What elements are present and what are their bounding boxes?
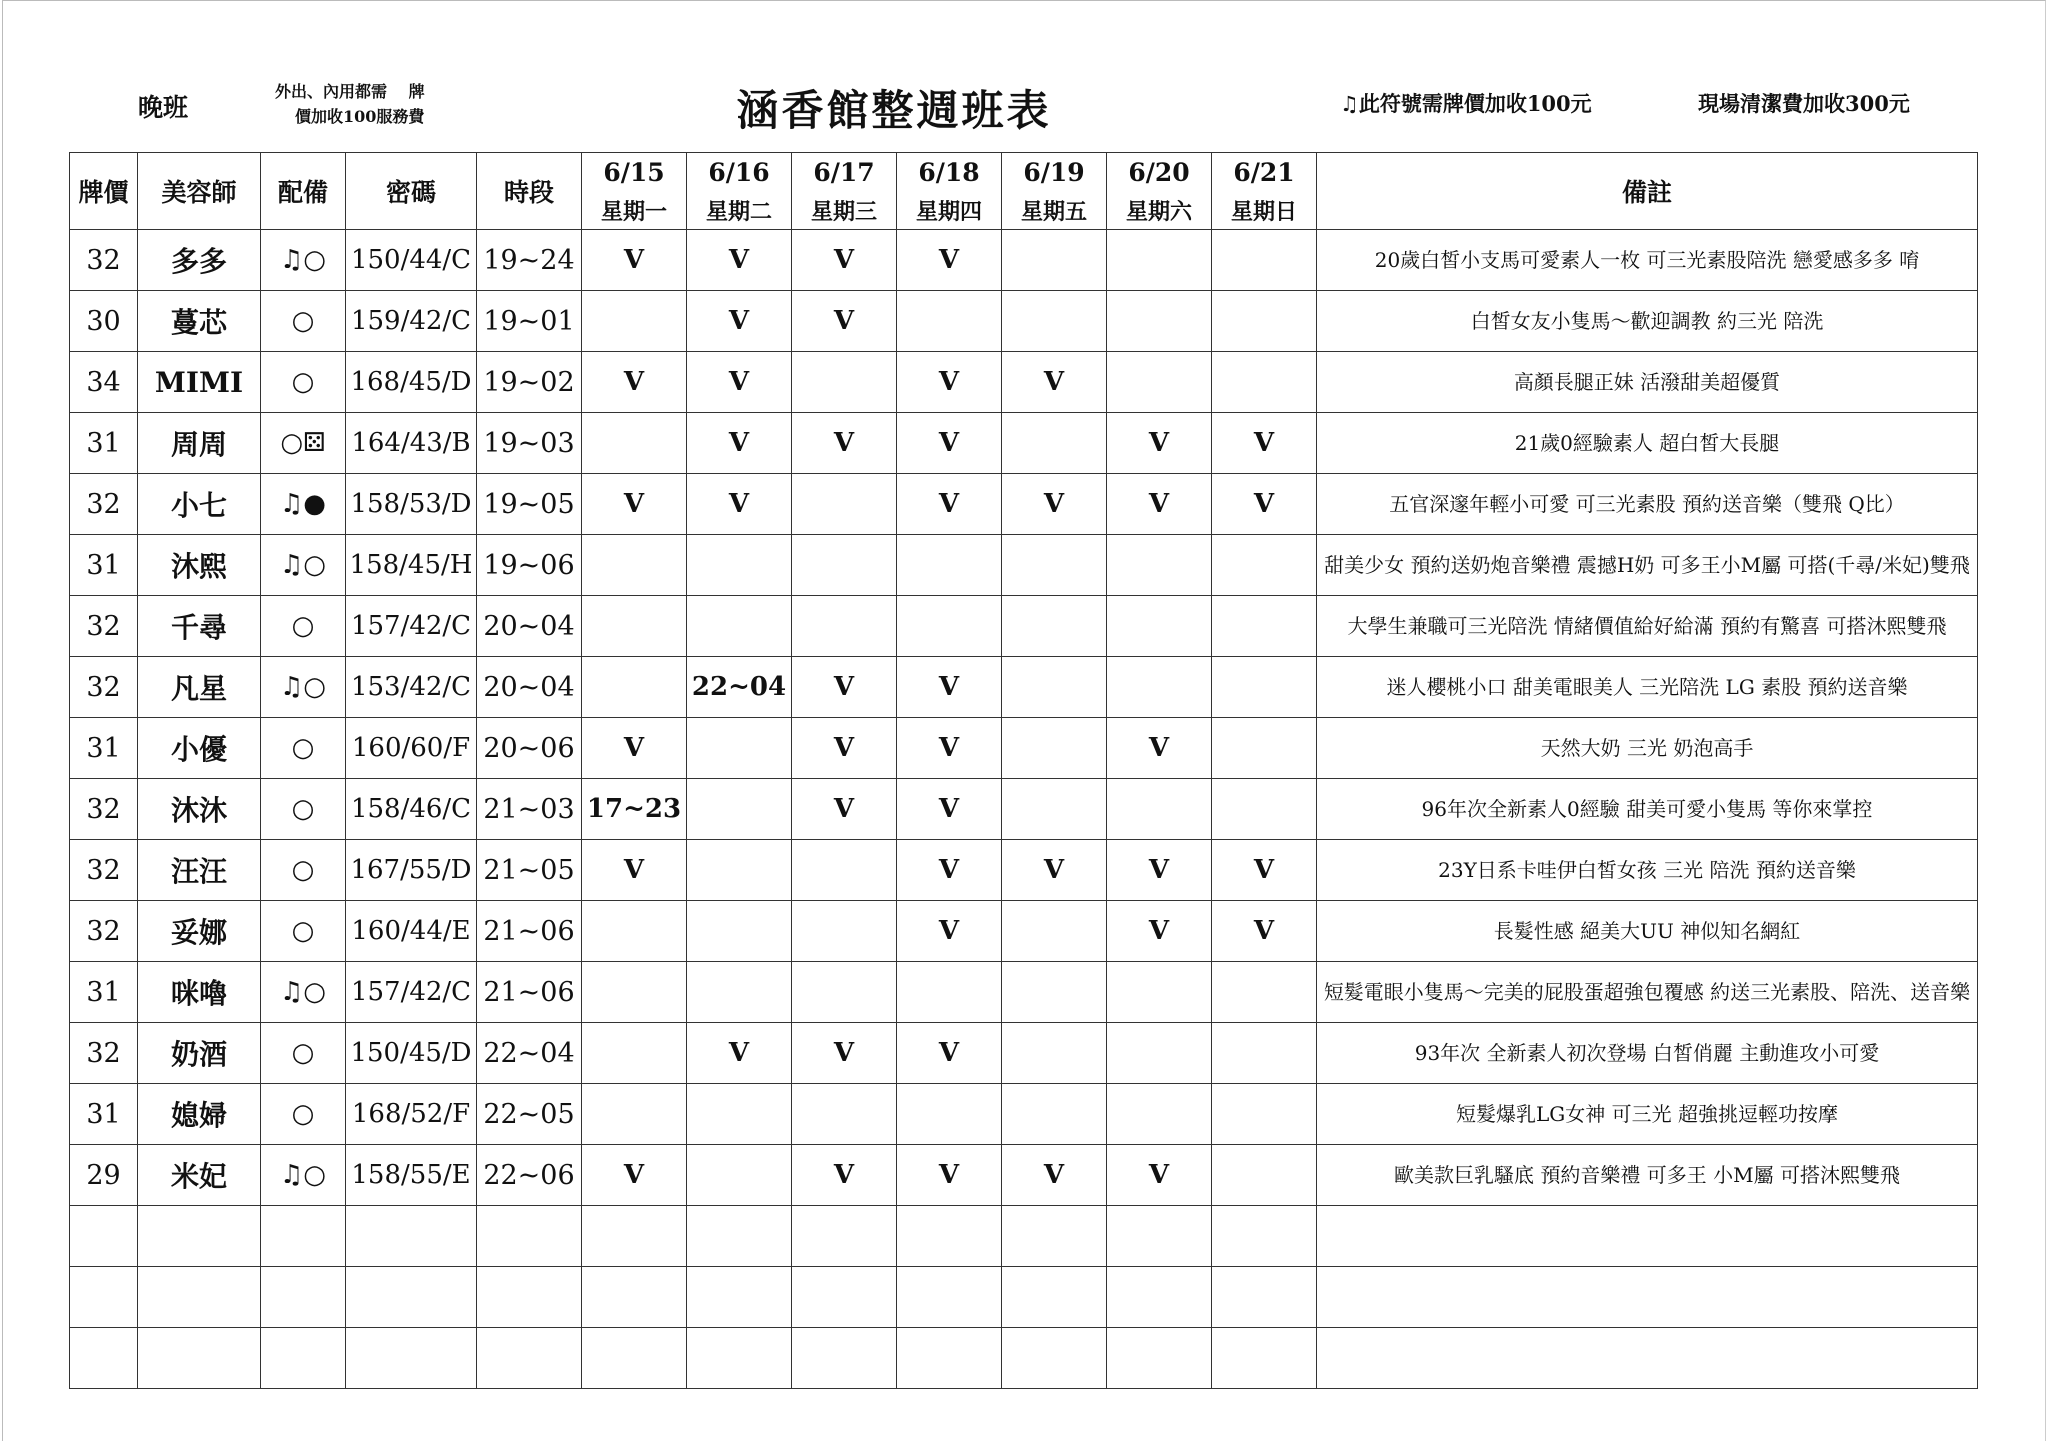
- code-cell: 157/42/C: [346, 962, 477, 1023]
- time-slot-cell: 22~04: [477, 1023, 582, 1084]
- table-row: [70, 840, 1978, 901]
- day-availability-cell: [1212, 1084, 1317, 1145]
- empty-cell: [1002, 1206, 1107, 1267]
- day-availability-cell: [1212, 779, 1317, 840]
- day-availability-cell: V: [687, 474, 792, 535]
- day-availability-cell: [1212, 718, 1317, 779]
- day-availability-cell: [582, 596, 687, 657]
- day-availability-cell: [897, 535, 1002, 596]
- col-header-weekday: 星期四: [897, 191, 1002, 230]
- time-slot-cell: 19~05: [477, 474, 582, 535]
- code-cell: 160/60/F: [346, 718, 477, 779]
- day-availability-cell: V: [792, 1023, 897, 1084]
- code-cell: 150/45/D: [346, 1023, 477, 1084]
- day-availability-cell: [1002, 1023, 1107, 1084]
- day-availability-cell: V: [1212, 901, 1317, 962]
- day-availability-cell: V: [1002, 1145, 1107, 1206]
- empty-cell: [1002, 1267, 1107, 1328]
- equipment-cell: ♫○: [261, 535, 346, 596]
- service-fee-note-line2: 價加收100服務費: [295, 107, 425, 126]
- day-availability-cell: [1107, 1084, 1212, 1145]
- col-header-equipment: 配備: [261, 153, 346, 230]
- day-availability-cell: [1212, 352, 1317, 413]
- weekly-schedule-table: [69, 152, 1978, 1389]
- equipment-cell: ○: [261, 1023, 346, 1084]
- table-row: [70, 1084, 1978, 1145]
- day-availability-cell: V: [1107, 718, 1212, 779]
- beautician-name-cell: 小七: [138, 474, 261, 535]
- day-availability-cell: [1212, 1023, 1317, 1084]
- notes-cell: 23Y日系卡哇伊白皙女孩 三光 陪洗 預約送音樂: [1317, 840, 1978, 901]
- equipment-cell: ♫●: [261, 474, 346, 535]
- equipment-cell: ○: [261, 596, 346, 657]
- price-cell: 31: [70, 962, 138, 1023]
- price-cell: 32: [70, 657, 138, 718]
- price-cell: 31: [70, 535, 138, 596]
- day-availability-cell: [1107, 779, 1212, 840]
- day-availability-cell: [897, 962, 1002, 1023]
- empty-cell: [261, 1206, 346, 1267]
- col-header-date: 6/15: [582, 153, 687, 192]
- day-availability-cell: [1107, 596, 1212, 657]
- col-header-weekday: 星期五: [1002, 191, 1107, 230]
- day-availability-cell: [1107, 657, 1212, 718]
- time-slot-cell: 21~06: [477, 901, 582, 962]
- day-availability-cell: V: [582, 840, 687, 901]
- day-availability-cell: [1212, 657, 1317, 718]
- empty-cell: [792, 1328, 897, 1389]
- day-availability-cell: V: [1212, 474, 1317, 535]
- empty-cell: [70, 1328, 138, 1389]
- notes-cell: 甜美少女 預約送奶炮音樂禮 震撼H奶 可多王小M屬 可搭(千尋/米妃)雙飛: [1317, 535, 1978, 596]
- day-availability-cell: [1212, 1145, 1317, 1206]
- col-header-date: 6/16: [687, 153, 792, 192]
- col-header-time: 時段: [477, 153, 582, 230]
- day-availability-cell: [1002, 291, 1107, 352]
- col-header-date: 6/21: [1212, 153, 1317, 192]
- price-cell: 32: [70, 474, 138, 535]
- col-header-date: 6/18: [897, 153, 1002, 192]
- empty-cell: [1002, 1328, 1107, 1389]
- day-availability-cell: [1212, 230, 1317, 291]
- notes-cell: 短髮爆乳LG女神 可三光 超強挑逗輕功按摩: [1317, 1084, 1978, 1145]
- day-availability-cell: [1107, 1023, 1212, 1084]
- day-availability-cell: V: [897, 718, 1002, 779]
- day-availability-cell: [1002, 1084, 1107, 1145]
- day-availability-cell: V: [897, 474, 1002, 535]
- time-slot-cell: 19~02: [477, 352, 582, 413]
- day-availability-cell: V: [897, 230, 1002, 291]
- empty-cell: [138, 1206, 261, 1267]
- day-availability-cell: [792, 962, 897, 1023]
- day-availability-cell: [792, 840, 897, 901]
- beautician-name-cell: 沐熙: [138, 535, 261, 596]
- time-slot-cell: 22~06: [477, 1145, 582, 1206]
- day-availability-cell: V: [1107, 1145, 1212, 1206]
- beautician-name-cell: 妥娜: [138, 901, 261, 962]
- day-availability-cell: [687, 840, 792, 901]
- day-availability-cell: V: [897, 1145, 1002, 1206]
- notes-cell: 21歲0經驗素人 超白皙大長腿: [1317, 413, 1978, 474]
- empty-cell: [1212, 1206, 1317, 1267]
- empty-cell: [346, 1206, 477, 1267]
- day-availability-cell: V: [582, 352, 687, 413]
- day-availability-cell: [687, 718, 792, 779]
- empty-table-row: [70, 1328, 1978, 1389]
- empty-cell: [1107, 1206, 1212, 1267]
- day-availability-cell: V: [1212, 413, 1317, 474]
- empty-cell: [477, 1206, 582, 1267]
- empty-cell: [138, 1328, 261, 1389]
- price-cell: 32: [70, 901, 138, 962]
- empty-cell: [687, 1328, 792, 1389]
- empty-cell: [687, 1206, 792, 1267]
- price-cell: 32: [70, 779, 138, 840]
- empty-cell: [1317, 1267, 1978, 1328]
- day-availability-cell: [1107, 962, 1212, 1023]
- day-availability-cell: 17~23: [582, 779, 687, 840]
- day-availability-cell: [1212, 291, 1317, 352]
- day-availability-cell: V: [1107, 413, 1212, 474]
- col-header-price: 牌價: [70, 153, 138, 230]
- code-cell: 167/55/D: [346, 840, 477, 901]
- empty-cell: [70, 1267, 138, 1328]
- empty-cell: [1212, 1328, 1317, 1389]
- day-availability-cell: [582, 413, 687, 474]
- code-cell: 160/44/E: [346, 901, 477, 962]
- table-row: [70, 657, 1978, 718]
- code-cell: 150/44/C: [346, 230, 477, 291]
- empty-cell: [1107, 1267, 1212, 1328]
- day-availability-cell: [792, 596, 897, 657]
- empty-cell: [897, 1328, 1002, 1389]
- equipment-cell: ♫○: [261, 1145, 346, 1206]
- price-cell: 31: [70, 718, 138, 779]
- time-slot-cell: 20~06: [477, 718, 582, 779]
- time-slot-cell: 21~05: [477, 840, 582, 901]
- day-availability-cell: [687, 596, 792, 657]
- day-availability-cell: V: [897, 840, 1002, 901]
- equipment-cell: ○: [261, 352, 346, 413]
- table-row: [70, 962, 1978, 1023]
- equipment-cell: ♫○: [261, 230, 346, 291]
- day-availability-cell: [897, 1084, 1002, 1145]
- day-availability-cell: [1107, 535, 1212, 596]
- notes-cell: 96年次全新素人0經驗 甜美可愛小隻馬 等你來掌控: [1317, 779, 1978, 840]
- price-cell: 34: [70, 352, 138, 413]
- day-availability-cell: [1212, 596, 1317, 657]
- empty-cell: [138, 1267, 261, 1328]
- day-availability-cell: [1212, 962, 1317, 1023]
- day-availability-cell: V: [687, 352, 792, 413]
- day-availability-cell: V: [897, 657, 1002, 718]
- time-slot-cell: 20~04: [477, 596, 582, 657]
- empty-cell: [261, 1267, 346, 1328]
- empty-cell: [897, 1206, 1002, 1267]
- col-header-date: 6/19: [1002, 153, 1107, 192]
- empty-cell: [582, 1267, 687, 1328]
- service-fee-note-line1: 外出、內用都需 牌: [275, 82, 425, 101]
- time-slot-cell: 21~06: [477, 962, 582, 1023]
- empty-cell: [477, 1328, 582, 1389]
- day-availability-cell: [687, 901, 792, 962]
- code-cell: 153/42/C: [346, 657, 477, 718]
- day-availability-cell: [897, 596, 1002, 657]
- table-row: [70, 779, 1978, 840]
- empty-table-row: [70, 1206, 1978, 1267]
- beautician-name-cell: 媳婦: [138, 1084, 261, 1145]
- equipment-cell: ○⚄: [261, 413, 346, 474]
- equipment-cell: ○: [261, 291, 346, 352]
- price-cell: 31: [70, 413, 138, 474]
- equipment-cell: ○: [261, 779, 346, 840]
- equipment-cell: ○: [261, 718, 346, 779]
- day-availability-cell: [582, 657, 687, 718]
- schedule-body: [70, 230, 1978, 1389]
- day-availability-cell: [792, 352, 897, 413]
- col-header-weekday: 星期六: [1107, 191, 1212, 230]
- table-row: [70, 1023, 1978, 1084]
- table-row: [70, 1145, 1978, 1206]
- notes-cell: 五官深邃年輕小可愛 可三光素股 預約送音樂（雙飛 Q比）: [1317, 474, 1978, 535]
- price-cell: 31: [70, 1084, 138, 1145]
- day-availability-cell: V: [1107, 901, 1212, 962]
- empty-cell: [70, 1206, 138, 1267]
- notes-cell: 白皙女友小隻馬～歡迎調教 約三光 陪洗: [1317, 291, 1978, 352]
- day-availability-cell: V: [687, 413, 792, 474]
- equipment-cell: ○: [261, 840, 346, 901]
- notes-cell: 大學生兼職可三光陪洗 情緒價值給好給滿 預約有驚喜 可搭沐熙雙飛: [1317, 596, 1978, 657]
- day-availability-cell: [687, 535, 792, 596]
- day-availability-cell: [792, 1084, 897, 1145]
- day-availability-cell: V: [897, 779, 1002, 840]
- day-availability-cell: [582, 901, 687, 962]
- day-availability-cell: [582, 1023, 687, 1084]
- day-availability-cell: [1002, 596, 1107, 657]
- code-cell: 164/43/B: [346, 413, 477, 474]
- empty-cell: [346, 1267, 477, 1328]
- day-availability-cell: V: [582, 718, 687, 779]
- day-availability-cell: [792, 474, 897, 535]
- day-availability-cell: V: [1002, 474, 1107, 535]
- price-cell: 32: [70, 230, 138, 291]
- code-cell: 158/55/E: [346, 1145, 477, 1206]
- beautician-name-cell: 蔓芯: [138, 291, 261, 352]
- day-availability-cell: V: [582, 474, 687, 535]
- music-surcharge-note: ♫此符號需牌價加收100元: [1340, 91, 1592, 116]
- day-availability-cell: [792, 535, 897, 596]
- day-availability-cell: [687, 1145, 792, 1206]
- table-row: [70, 535, 1978, 596]
- day-availability-cell: [582, 1084, 687, 1145]
- col-header-date: 6/20: [1107, 153, 1212, 192]
- day-availability-cell: V: [687, 1023, 792, 1084]
- day-availability-cell: [582, 962, 687, 1023]
- day-availability-cell: [1002, 230, 1107, 291]
- table-row: [70, 474, 1978, 535]
- day-availability-cell: V: [687, 291, 792, 352]
- col-header-name: 美容師: [138, 153, 261, 230]
- day-availability-cell: [897, 291, 1002, 352]
- day-availability-cell: [1107, 291, 1212, 352]
- col-header-date: 6/17: [792, 153, 897, 192]
- beautician-name-cell: 千尋: [138, 596, 261, 657]
- day-availability-cell: V: [582, 230, 687, 291]
- notes-cell: 20歲白皙小支馬可愛素人一枚 可三光素股陪洗 戀愛感多多 唷: [1317, 230, 1978, 291]
- price-cell: 32: [70, 840, 138, 901]
- empty-cell: [687, 1267, 792, 1328]
- day-availability-cell: [687, 1084, 792, 1145]
- day-availability-cell: [1002, 779, 1107, 840]
- notes-cell: 歐美款巨乳騷底 預約音樂禮 可多王 小M屬 可搭沐熙雙飛: [1317, 1145, 1978, 1206]
- empty-cell: [582, 1328, 687, 1389]
- col-header-weekday: 星期二: [687, 191, 792, 230]
- price-cell: 32: [70, 1023, 138, 1084]
- beautician-name-cell: MIMI: [138, 352, 261, 413]
- empty-cell: [1107, 1328, 1212, 1389]
- beautician-name-cell: 多多: [138, 230, 261, 291]
- cleaning-fee-note: 現場清潔費加收300元: [1698, 91, 1910, 116]
- day-availability-cell: [1107, 230, 1212, 291]
- notes-cell: 天然大奶 三光 奶泡高手: [1317, 718, 1978, 779]
- price-cell: 32: [70, 596, 138, 657]
- day-availability-cell: V: [897, 413, 1002, 474]
- time-slot-cell: 19~03: [477, 413, 582, 474]
- day-availability-cell: [687, 962, 792, 1023]
- day-availability-cell: [1002, 962, 1107, 1023]
- time-slot-cell: 19~24: [477, 230, 582, 291]
- day-availability-cell: V: [1002, 840, 1107, 901]
- table-row: [70, 291, 1978, 352]
- day-availability-cell: [1107, 352, 1212, 413]
- beautician-name-cell: 奶酒: [138, 1023, 261, 1084]
- shift-label: 晚班: [138, 93, 189, 122]
- day-availability-cell: [792, 901, 897, 962]
- beautician-name-cell: 米妃: [138, 1145, 261, 1206]
- equipment-cell: ○: [261, 901, 346, 962]
- notes-cell: 短髮電眼小隻馬～完美的屁股蛋超強包覆感 約送三光素股、陪洗、送音樂: [1317, 962, 1978, 1023]
- time-slot-cell: 20~04: [477, 657, 582, 718]
- day-availability-cell: [1002, 535, 1107, 596]
- header-row-dates: [70, 153, 1978, 192]
- empty-table-row: [70, 1267, 1978, 1328]
- empty-cell: [261, 1328, 346, 1389]
- day-availability-cell: V: [792, 230, 897, 291]
- time-slot-cell: 19~06: [477, 535, 582, 596]
- table-row: [70, 413, 1978, 474]
- empty-cell: [477, 1267, 582, 1328]
- code-cell: 168/52/F: [346, 1084, 477, 1145]
- code-cell: 159/42/C: [346, 291, 477, 352]
- col-header-weekday: 星期一: [582, 191, 687, 230]
- col-header-weekday: 星期日: [1212, 191, 1317, 230]
- day-availability-cell: [1002, 901, 1107, 962]
- day-availability-cell: [582, 291, 687, 352]
- beautician-name-cell: 周周: [138, 413, 261, 474]
- table-row: [70, 352, 1978, 413]
- time-slot-cell: 22~05: [477, 1084, 582, 1145]
- page-title-text: 涵香館整週班表: [736, 86, 1052, 135]
- day-availability-cell: [1212, 535, 1317, 596]
- day-availability-cell: V: [792, 413, 897, 474]
- day-availability-cell: V: [897, 352, 1002, 413]
- equipment-cell: ♫○: [261, 657, 346, 718]
- time-slot-cell: 21~03: [477, 779, 582, 840]
- beautician-name-cell: 汪汪: [138, 840, 261, 901]
- price-cell: 29: [70, 1145, 138, 1206]
- beautician-name-cell: 沐沐: [138, 779, 261, 840]
- col-header-weekday: 星期三: [792, 191, 897, 230]
- notes-cell: 迷人櫻桃小口 甜美電眼美人 三光陪洗 LG 素股 預約送音樂: [1317, 657, 1978, 718]
- beautician-name-cell: 小優: [138, 718, 261, 779]
- code-cell: 158/53/D: [346, 474, 477, 535]
- empty-cell: [792, 1267, 897, 1328]
- price-cell: 30: [70, 291, 138, 352]
- day-availability-cell: V: [792, 779, 897, 840]
- day-availability-cell: [1002, 413, 1107, 474]
- day-availability-cell: V: [582, 1145, 687, 1206]
- code-cell: 157/42/C: [346, 596, 477, 657]
- notes-cell: 高顏長腿正妹 活潑甜美超優質: [1317, 352, 1978, 413]
- table-row: [70, 901, 1978, 962]
- table-row: [70, 230, 1978, 291]
- day-availability-cell: V: [792, 657, 897, 718]
- equipment-cell: ♫○: [261, 962, 346, 1023]
- day-availability-cell: V: [1107, 474, 1212, 535]
- empty-cell: [1212, 1267, 1317, 1328]
- day-availability-cell: [1002, 718, 1107, 779]
- notes-cell: 長髮性感 絕美大UU 神似知名網紅: [1317, 901, 1978, 962]
- empty-cell: [1317, 1328, 1978, 1389]
- beautician-name-cell: 咪嚕: [138, 962, 261, 1023]
- col-header-notes: 備註: [1317, 153, 1978, 230]
- day-availability-cell: V: [1212, 840, 1317, 901]
- notes-cell: 93年次 全新素人初次登場 白皙俏麗 主動進攻小可愛: [1317, 1023, 1978, 1084]
- day-availability-cell: V: [1002, 352, 1107, 413]
- code-cell: 158/45/H: [346, 535, 477, 596]
- empty-cell: [897, 1267, 1002, 1328]
- table-row: [70, 718, 1978, 779]
- beautician-name-cell: 凡星: [138, 657, 261, 718]
- day-availability-cell: [687, 779, 792, 840]
- code-cell: 158/46/C: [346, 779, 477, 840]
- empty-cell: [792, 1206, 897, 1267]
- day-availability-cell: V: [687, 230, 792, 291]
- day-availability-cell: V: [897, 1023, 1002, 1084]
- empty-cell: [1317, 1206, 1978, 1267]
- day-availability-cell: V: [1107, 840, 1212, 901]
- col-header-code: 密碼: [346, 153, 477, 230]
- empty-cell: [346, 1328, 477, 1389]
- day-availability-cell: V: [792, 291, 897, 352]
- day-availability-cell: [1002, 657, 1107, 718]
- code-cell: 168/45/D: [346, 352, 477, 413]
- day-availability-cell: V: [792, 1145, 897, 1206]
- day-availability-cell: V: [792, 718, 897, 779]
- day-availability-cell: V: [897, 901, 1002, 962]
- time-slot-cell: 19~01: [477, 291, 582, 352]
- day-availability-cell: 22~04: [687, 657, 792, 718]
- equipment-cell: ○: [261, 1084, 346, 1145]
- empty-cell: [582, 1206, 687, 1267]
- day-availability-cell: [582, 535, 687, 596]
- table-row: [70, 596, 1978, 657]
